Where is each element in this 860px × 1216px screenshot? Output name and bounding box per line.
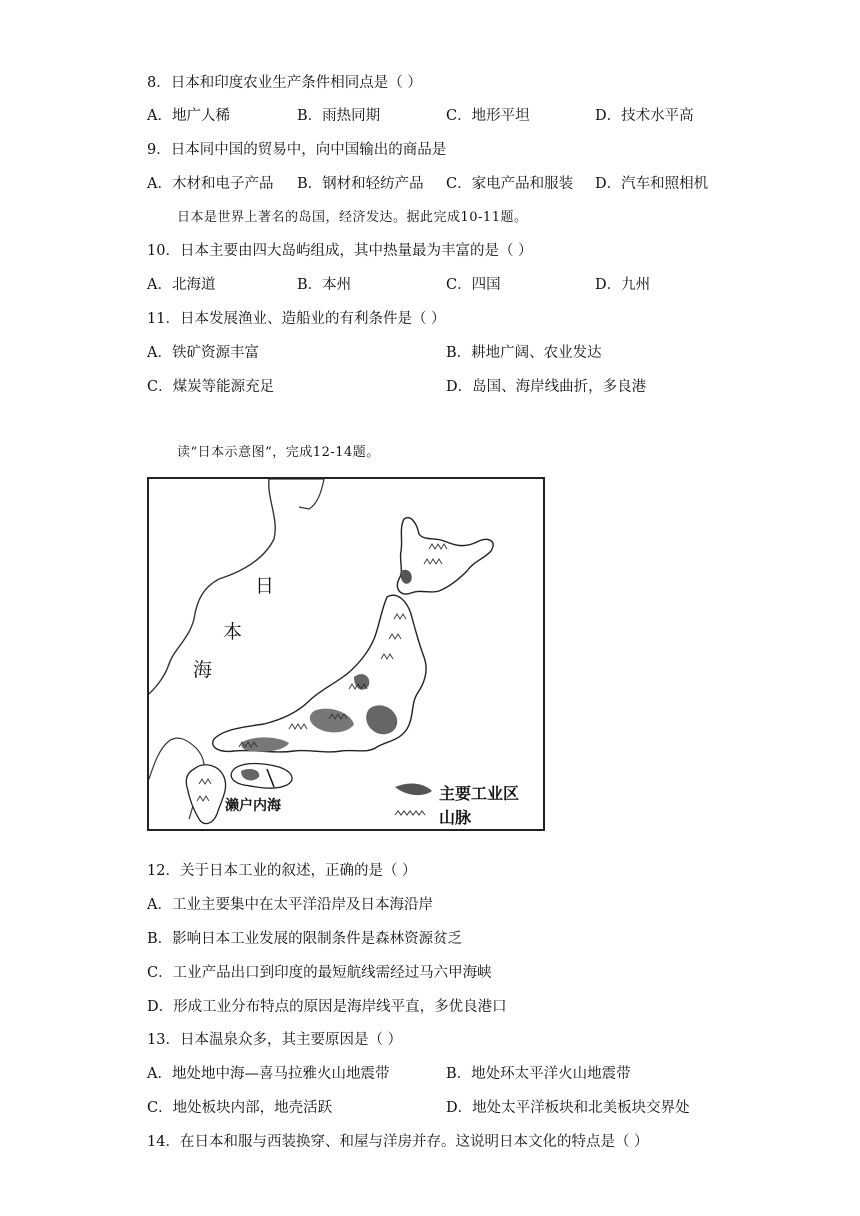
question-11-option-d: D．岛国、海岸线曲折，多良港 — [446, 379, 647, 395]
intro-12-14: 读“日本示意图”，完成12-14题。 — [177, 445, 380, 460]
question-11-option-b: B．耕地广阔、农业发达 — [446, 345, 602, 361]
question-9-option-c: C．家电产品和服装 — [446, 176, 574, 192]
question-10-stem: 10．日本主要由四大岛屿组成，其中热量最为丰富的是（ ） — [147, 243, 533, 259]
legend-mountain-symbol — [395, 811, 425, 815]
japan-map — [147, 477, 545, 831]
question-12-stem: 12．关于日本工业的叙述，正确的是（ ） — [147, 863, 417, 879]
question-11-option-a: A．铁矿资源丰富 — [147, 345, 259, 361]
sea-label-char-1: 日 — [255, 575, 275, 597]
question-14-stem: 14．在日本和服与西装换穿、和屋与洋房并存。这说明日本文化的特点是（ ） — [147, 1134, 649, 1150]
question-8-stem: 8．日本和印度农业生产条件相同点是（ ） — [147, 75, 422, 91]
question-13-stem: 13．日本温泉众多，其主要原因是（ ） — [147, 1032, 403, 1048]
kyushu-island — [186, 765, 225, 824]
question-13-option-b: B．地处环太平洋火山地震带 — [446, 1066, 631, 1082]
question-10-option-a: A．北海道 — [147, 277, 216, 293]
question-13-option-a: A．地处地中海—喜马拉雅火山地震带 — [147, 1066, 390, 1082]
question-13-option-c: C．地处板块内部，地壳活跃 — [147, 1100, 333, 1116]
inland-sea-label: 濑户内海 — [225, 798, 281, 814]
japan-map-drawing — [149, 479, 543, 829]
legend-industry-symbol — [395, 784, 432, 796]
question-12-option-c: C．工业产品出口到印度的最短航线需经过马六甲海峡 — [147, 965, 492, 981]
hokkaido-island — [397, 518, 493, 594]
question-11-stem: 11．日本发展渔业、造船业的有利条件是（ ） — [147, 311, 446, 327]
intro-10-11: 日本是世界上著名的岛国，经济发达。据此完成10-11题。 — [177, 210, 528, 225]
question-8-option-b: B．雨热同期 — [297, 108, 381, 124]
question-12-option-b: B．影响日本工业发展的限制条件是森林资源贫乏 — [147, 931, 463, 947]
legend-industry-label: 主要工业区 — [439, 784, 520, 803]
question-10-option-b: B．本州 — [297, 277, 352, 293]
question-12-option-a: A．工业主要集中在太平洋沿岸及日本海沿岸 — [147, 897, 433, 913]
sea-label-char-2: 本 — [223, 621, 243, 643]
question-10-option-c: C．四国 — [446, 277, 501, 293]
shikoku-island — [231, 764, 292, 789]
question-12-option-d: D．形成工业分布特点的原因是海岸线平直，多优良港口 — [147, 999, 507, 1015]
question-11-option-c: C．煤炭等能源充足 — [147, 379, 275, 395]
question-9-option-a: A．木材和电子产品 — [147, 176, 274, 192]
question-8-option-d: D．技术水平高 — [595, 108, 694, 124]
sea-label-char-3: 海 — [193, 659, 213, 681]
question-9-option-b: B．钢材和轻纺产品 — [297, 176, 424, 192]
question-9-stem: 9．日本同中国的贸易中，向中国输出的商品是 — [147, 142, 447, 158]
question-8-option-a: A．地广人稀 — [147, 108, 230, 124]
question-13-option-d: D．地处太平洋板块和北美板块交界处 — [446, 1100, 690, 1116]
question-9-option-d: D．汽车和照相机 — [595, 176, 709, 192]
legend-mountain-label: 山脉 — [439, 808, 472, 827]
question-8-option-c: C．地形平坦 — [446, 108, 530, 124]
question-10-option-d: D．九州 — [595, 277, 651, 293]
